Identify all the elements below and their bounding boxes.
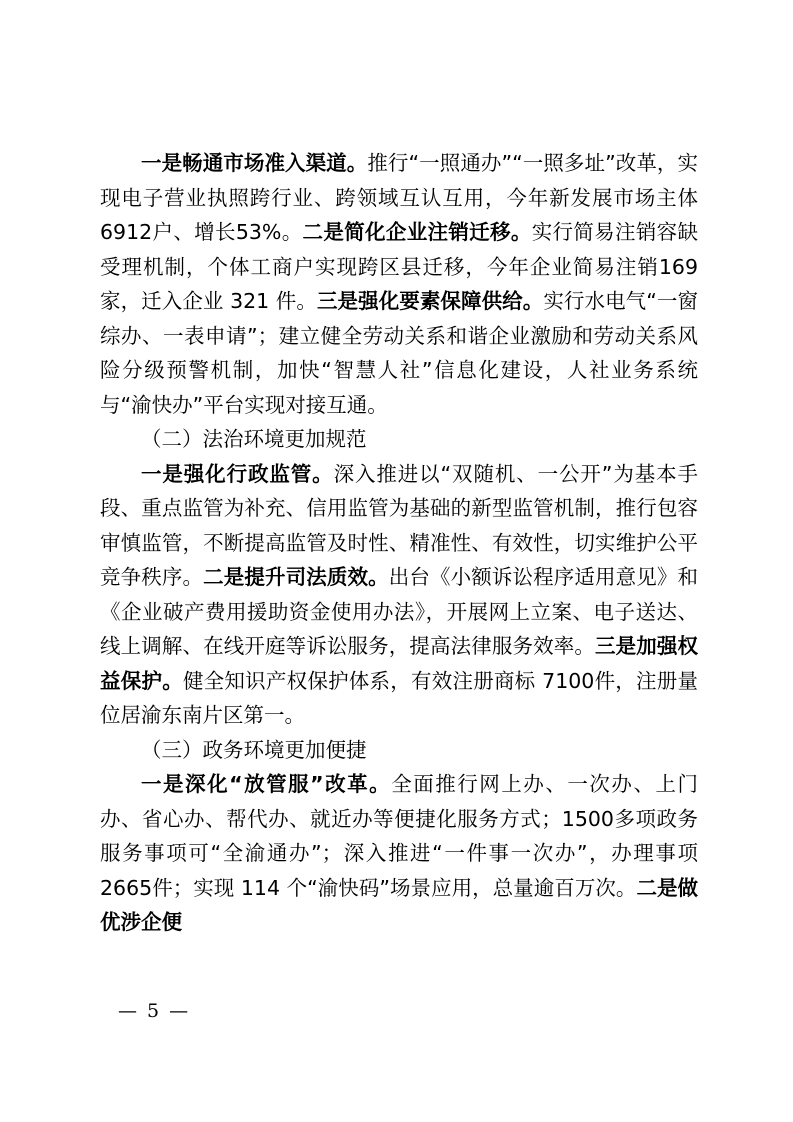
- lead-factor-supply: 三是强化要素保障供给。: [316, 289, 544, 313]
- section-heading-government-services: （三）政务环境更加便捷: [141, 737, 367, 762]
- lead-enterprise-services: 二是做优涉企便: [100, 875, 699, 934]
- text-market-access: 推行“一照通办”“一照多址”改革，实现电子营业执照跨行业、跨领域互认互用，今年新发展市场主体6912户、增长53%。: [100, 151, 699, 244]
- text-rights-protection: 健全知识产权保护体系，有效注册商标 7100件，注册量位居渝东南片区第一。: [100, 668, 699, 727]
- lead-service-reform: 一是深化“放管服”改革。: [141, 772, 392, 796]
- text-service-reform: 全面推行网上办、一次办、上门办、省心办、帮代办、就近办等便捷化服务方式；1500多项政务服务事项可“全渝通办”；深入推进“一件事一次办”，办理事项2665件；实现 114 个“渝快码”场景应用，总量逾百万次。: [100, 772, 699, 900]
- paragraph-market-access: [100, 146, 698, 422]
- lead-market-access: 一是畅通市场准入渠道。: [141, 151, 368, 175]
- paragraph-government-services: [100, 767, 698, 940]
- lead-rights-protection: 三是加强权益保护。: [100, 634, 698, 693]
- page-number: — 5 —: [118, 1000, 191, 1022]
- section-heading-rule-of-law: （二）法治环境更加规范: [141, 427, 367, 451]
- text-judicial-efficiency: 出台《小额诉讼程序适用意见》和《企业破产费用援助资金使用办法》，开展网上立案、电子送达、线上调解、在线开庭等诉讼服务，提高法律服务效率。: [100, 565, 698, 658]
- body-text: [100, 146, 698, 940]
- text-factor-supply: 实行水电气“一窗综办、一表申请”；建立健全劳动关系和谐企业激励和劳动关系风险分级预警机制，加快“智慧人社”信息化建设，人社业务系统与“渝快办”平台实现对接互通。: [100, 289, 698, 417]
- lead-deregistration: 二是简化企业注销迁移。: [302, 220, 532, 244]
- lead-judicial-efficiency: 二是提升司法质效。: [203, 565, 389, 589]
- text-deregistration: 实行简易注销容缺受理机制，个体工商户实现跨区县迁移，今年企业简易注销169家，迁入企业 321 件。: [100, 220, 698, 313]
- text-administrative-supervision: 深入推进以“双随机、一公开”为基本手段、重点监管为补充、信用监管为基础的新型监管机制，推行包容审慎监管，不断提高监管及时性、精准性、有效性，切实维护公平竞争秩序。: [100, 461, 699, 589]
- paragraph-rule-of-law: [100, 457, 698, 733]
- lead-administrative-supervision: 一是强化行政监管。: [141, 461, 334, 486]
